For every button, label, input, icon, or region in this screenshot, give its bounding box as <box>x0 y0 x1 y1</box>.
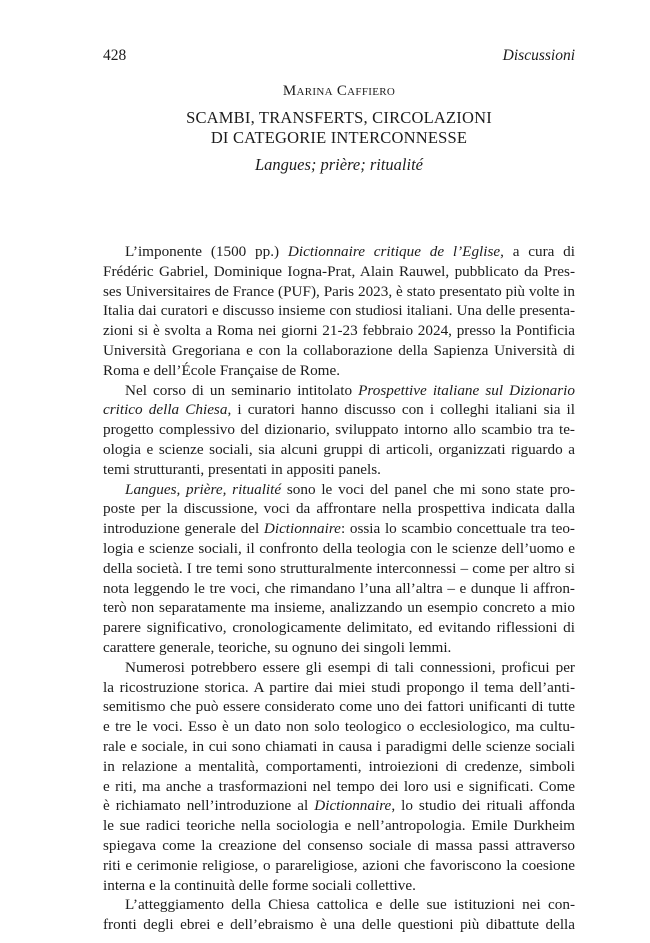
paragraph <box>103 895 575 935</box>
text-line <box>103 301 575 321</box>
text-line <box>103 836 575 856</box>
text-run: e riti, ma anche a trasformazioni nel tempo dei loro usi e significati. Come <box>103 777 575 795</box>
text-line <box>103 579 575 599</box>
text-run: ses Universitaires de France (PUF), Paris 2023, è stato presentato più volte in <box>103 282 575 300</box>
text-line <box>103 420 575 440</box>
text-run: progetto complessivo del dizionario, sviluppato intorno allo scambio tra te- <box>103 421 575 439</box>
article-title-line-1: SCAMBI, TRANSFERTS, CIRCOLAZIONI <box>186 108 492 127</box>
text-line <box>103 282 575 302</box>
text-line <box>103 499 575 519</box>
text-line <box>103 757 575 777</box>
text-line <box>103 598 575 618</box>
page-number: 428 <box>103 47 127 64</box>
text-run: Roma e dell’École Française de Rome. <box>103 361 341 379</box>
text-line <box>103 460 575 480</box>
text-line <box>103 480 575 500</box>
text-line <box>103 321 575 341</box>
text-line <box>103 638 575 658</box>
italic-text: critico della Chiesa <box>103 401 228 419</box>
text-run: terò non separatamente ma insieme, analizzando un esempio concreto a mio <box>103 599 575 617</box>
text-line <box>103 737 575 757</box>
text-run: Università Gregoriana e con la collaborazione della Sapienza Università di <box>103 341 575 359</box>
text-line <box>103 678 575 698</box>
italic-text: Prospettive italiane sul Dizionario <box>358 381 575 399</box>
text-run: fronti degli ebrei e dell’ebraismo è una delle questioni più dibattute della <box>103 916 575 934</box>
text-run: poste per la discussione, voci da affrontare nella prospettiva indicata dalla <box>103 500 575 518</box>
text-run: Italia dai curatori e discusso insieme con studiosi italiani. Una delle presenta- <box>103 302 575 320</box>
text-line <box>103 242 575 262</box>
text-run: in relazione a mentalità, comportamenti, introiezioni di credenze, simboli <box>103 757 575 775</box>
text-run: , i curatori hanno discusso con i colleghi italiani sia il <box>227 401 575 419</box>
running-header <box>103 47 575 67</box>
text-run: Nel corso di un seminario intitolato <box>125 381 359 399</box>
text-line <box>103 856 575 876</box>
text-run: sono le voci del panel che mi sono state pro- <box>281 480 575 498</box>
text-run: nota leggendo le tre voci, che rimandano l’una all’altra – e dunque li affron- <box>103 579 575 597</box>
text-run: della società. I tre temi sono strutturalmente interconnessi – come per altro si <box>103 559 575 577</box>
text-line <box>103 539 575 559</box>
text-line <box>103 895 575 915</box>
paragraph <box>103 381 575 480</box>
text-line <box>103 717 575 737</box>
text-run: Frédéric Gabriel, Dominique Iogna-Prat, Alain Rauwel, pubblicato da Pres- <box>103 262 575 280</box>
text-line <box>103 915 575 935</box>
text-run: le sue radici teoriche nella sociologia e nell’antropologia. Emile Durkheim <box>103 817 575 835</box>
paragraph <box>103 480 575 658</box>
text-line <box>103 816 575 836</box>
text-run: , lo studio dei rituali affonda <box>391 797 575 815</box>
text-line <box>103 381 575 401</box>
text-run: : ossia lo scambio concettuale tra teo- <box>340 520 575 538</box>
text-run: riti e cerimonie religiose, o parareligiose, azioni che favoriscono la coesione <box>103 856 575 874</box>
text-line <box>103 618 575 638</box>
text-run: ologia e scienze sociali, sia alcuni gruppi di articoli, organizzati riguardo a <box>103 440 575 458</box>
text-run: zioni si è svolta a Roma nei giorni 21-23 febbraio 2024, presso la Pontificia <box>103 322 575 340</box>
text-run: logia e scienze sociali, il confronto della teologia con le scienze dell’uomo e <box>103 539 575 557</box>
article-subtitle: Langues; prière; ritualité <box>254 155 424 174</box>
text-run: L’imponente (1500 pp.) <box>125 243 288 260</box>
article-title <box>103 108 575 148</box>
text-run: semitismo che può essere considerato come uno dei fattori unificanti di tutte <box>103 698 575 716</box>
text-line <box>103 559 575 579</box>
italic-text: Dictionnaire <box>263 520 341 538</box>
text-run: e tre le voci. Esso è un dato non solo teologico o ecclesiologico, ma cultu- <box>103 718 575 736</box>
text-line <box>103 262 575 282</box>
italic-text: Langues, prière, ritualité <box>125 480 282 498</box>
text-line <box>103 876 575 896</box>
text-run: interna e la continuità delle forme sociali collettive. <box>103 876 416 894</box>
article-heading <box>103 81 575 175</box>
text-run: Numerosi potrebbero essere gli esempi di tali connessioni, proficui per <box>125 658 575 676</box>
author-name: Marina Caffiero <box>282 83 396 99</box>
paragraph <box>103 658 575 896</box>
text-line <box>103 777 575 797</box>
text-line <box>103 658 575 678</box>
text-line <box>103 697 575 717</box>
paragraph <box>103 242 575 381</box>
text-line <box>103 400 575 420</box>
text-run: L’atteggiamento della Chiesa cattolica e delle sue istituzioni nei con- <box>125 896 575 914</box>
text-run: introduzione generale del <box>103 520 264 538</box>
text-line <box>103 519 575 539</box>
text-line <box>103 341 575 361</box>
article-title-line-2: DI CATEGORIE INTERCONNESSE <box>210 128 468 147</box>
article-body <box>103 242 575 935</box>
italic-text: Dictionnaire critique de l’Eglise <box>287 243 501 260</box>
text-run: carattere generale, teoriche, su ognuno dei singoli lemmi. <box>103 638 452 656</box>
text-run: la ricostruzione storica. A partire dai miei studi propongo il tema dell’anti- <box>103 678 575 696</box>
text-run: temi strutturanti, presentati in appositi panels. <box>103 460 381 478</box>
text-run: è richiamato nell’introduzione al <box>103 797 315 815</box>
section-name: Discussioni <box>502 47 575 64</box>
italic-text: Dictionnaire <box>314 797 392 815</box>
text-run: spiegava come la creazione del consenso sociale di massa passi attraverso <box>103 836 575 854</box>
text-line <box>103 440 575 460</box>
text-line <box>103 361 575 381</box>
text-run: parere significativo, cronologicamente delimitato, ed evitando riflessioni di <box>103 619 575 637</box>
text-run: rale e sociale, in cui sono chiamati in causa i paradigmi delle scienze sociali <box>103 737 575 755</box>
text-run: , a cura di <box>500 243 575 260</box>
text-line <box>103 796 575 816</box>
